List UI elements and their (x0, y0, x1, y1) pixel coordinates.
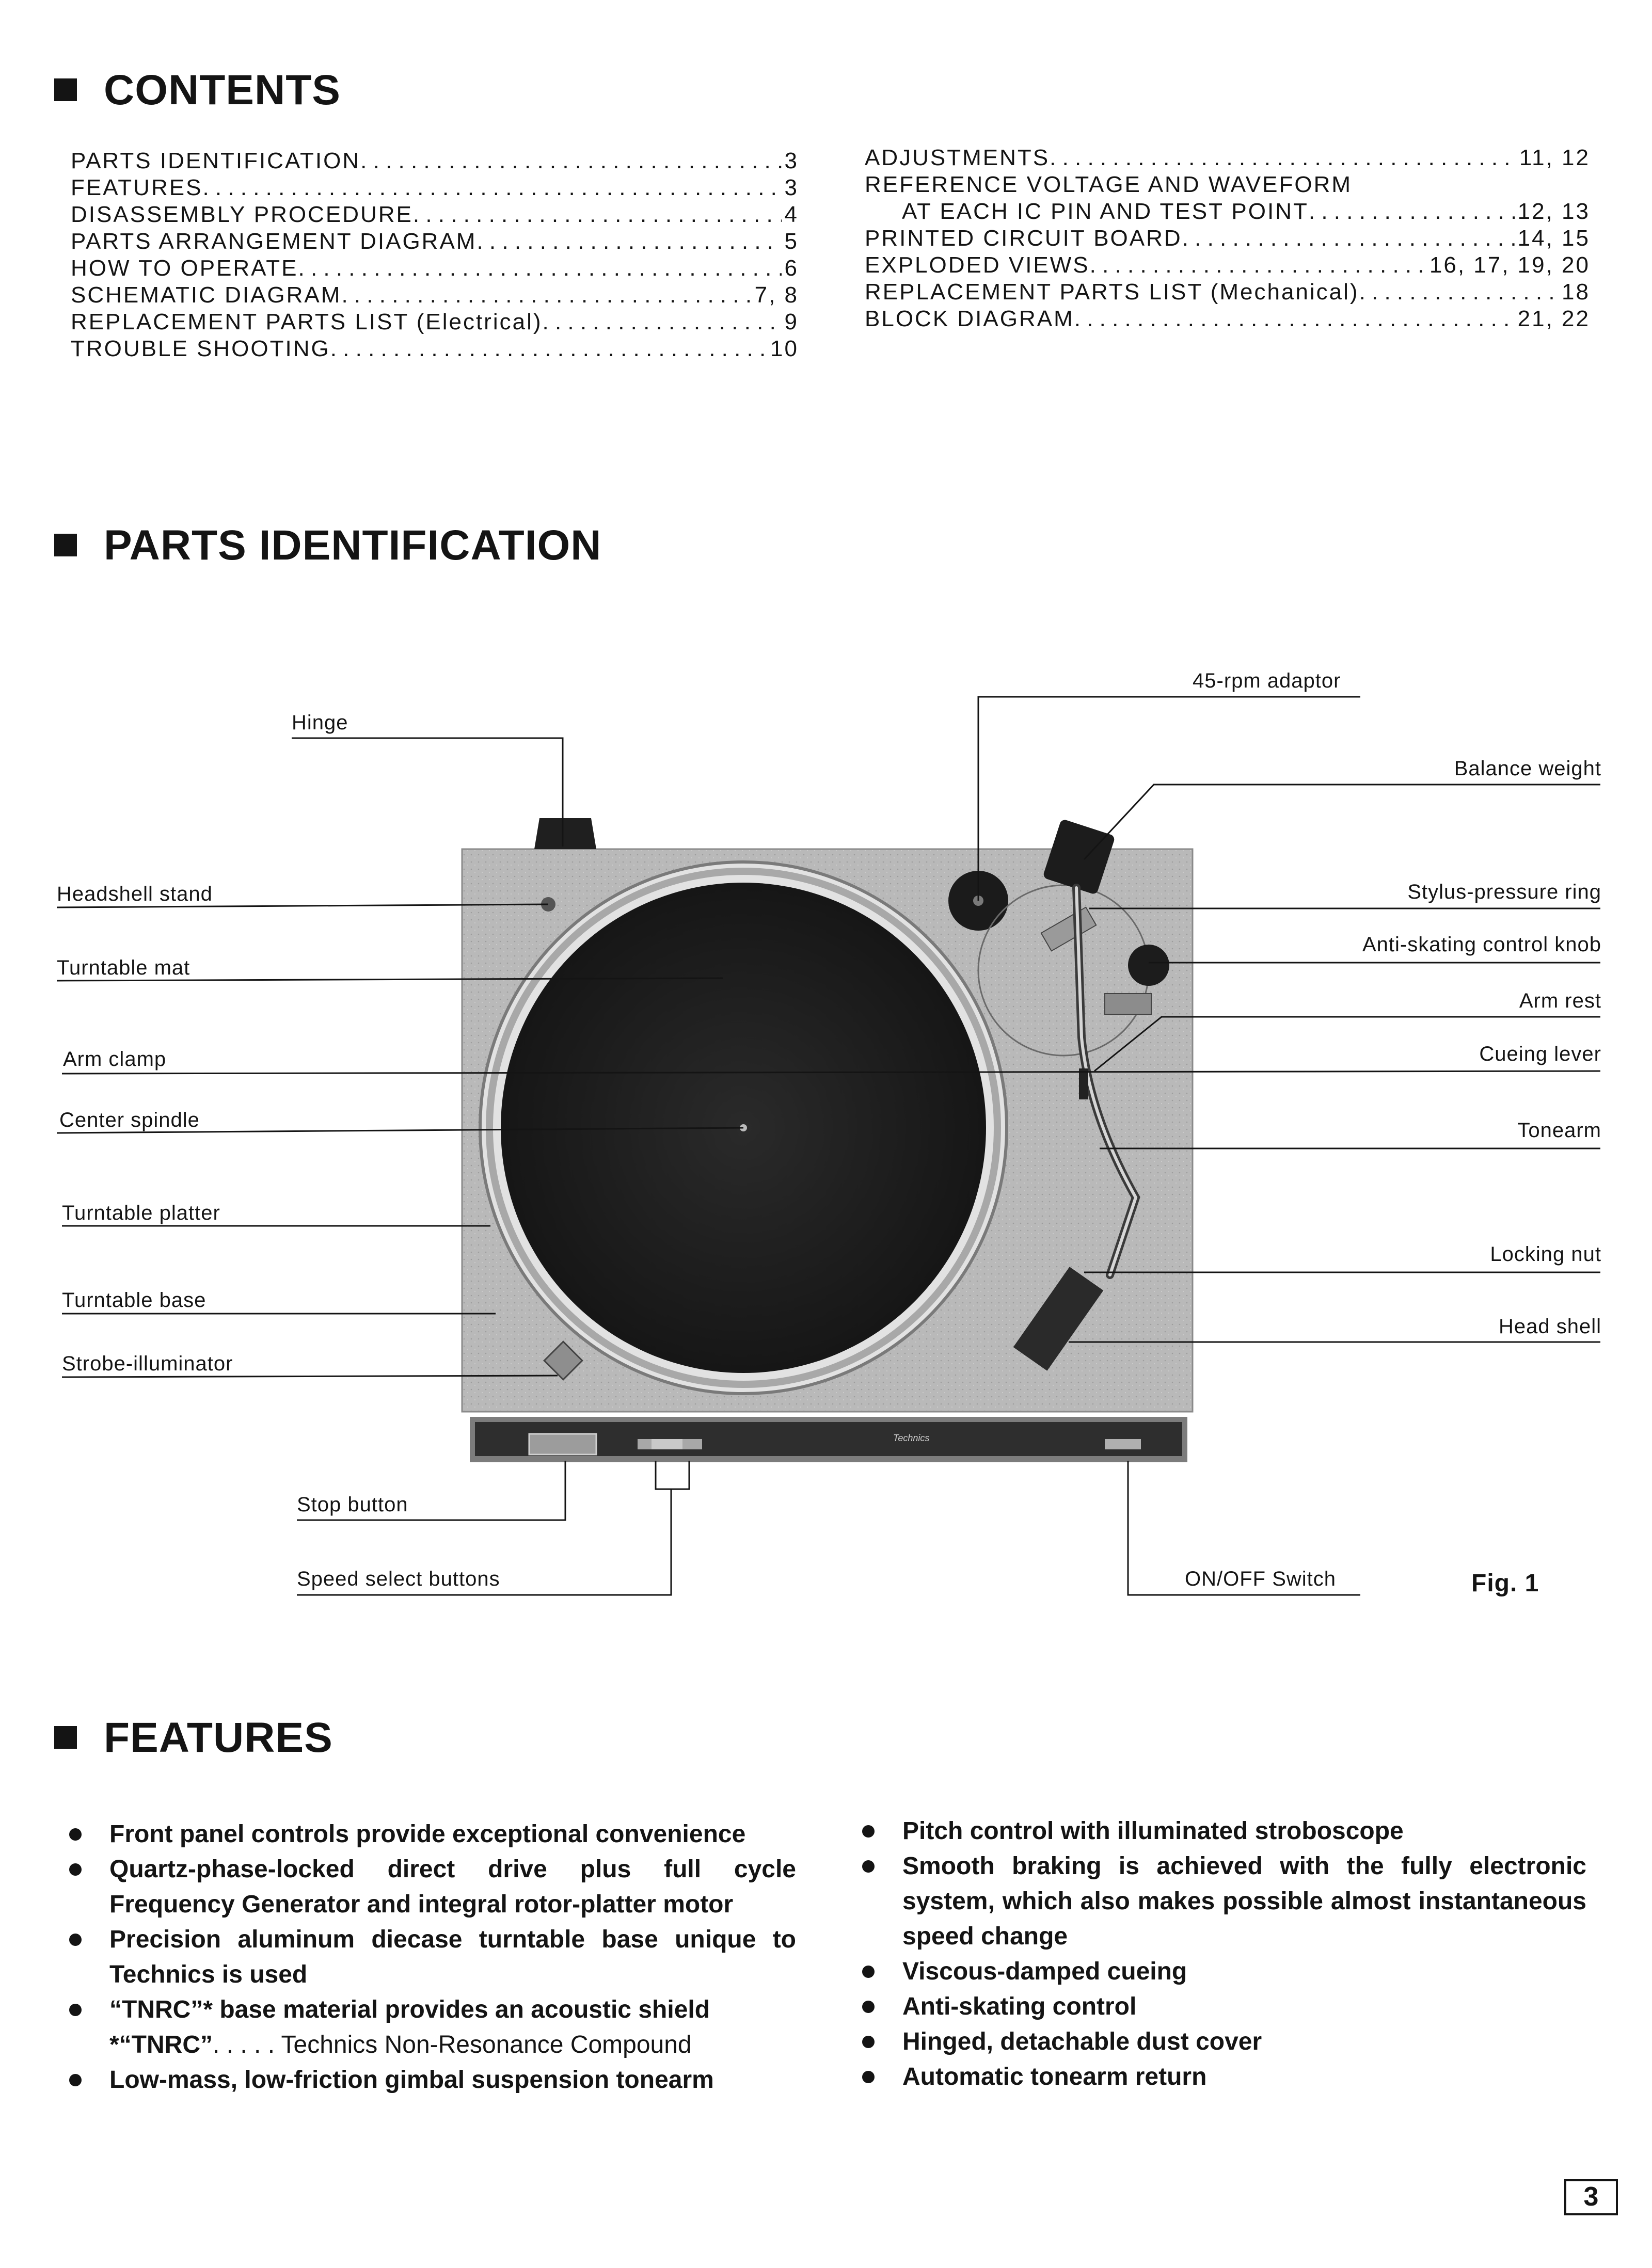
label-anti-skating-knob: Anti-skating control knob (1362, 933, 1601, 956)
feature-item: Front panel controls provide exceptional convenience (58, 1817, 796, 1852)
label-tonearm: Tonearm (1517, 1119, 1601, 1142)
arm-rest-graphic (1105, 994, 1151, 1014)
figure-label: Fig. 1 (1471, 1570, 1539, 1597)
feature-footnote: *“TNRC”. . . . . Technics Non-Resonance Compound (109, 2031, 692, 2058)
stop-button-graphic[interactable] (529, 1434, 596, 1455)
on-off-switch-graphic[interactable] (1105, 1439, 1141, 1449)
feature-item: Smooth braking is achieved with the fully electronic system, which also makes possible almost instantaneous speed change (851, 1849, 1586, 1954)
label-turntable-platter: Turntable platter (62, 1202, 220, 1224)
feature-item: Viscous-damped cueing (851, 1954, 1586, 1989)
page-number: 3 (1564, 2179, 1618, 2215)
cueing-lever-graphic (1079, 1068, 1088, 1099)
toc-entry[interactable]: BLOCK DIAGRAM . . . 21, 22 (865, 306, 1590, 332)
toc-entry[interactable]: REPLACEMENT PARTS LIST (Mechanical) . . . 18 (865, 279, 1590, 306)
feature-item: Low-mass, low-friction gimbal suspension tonearm (58, 2063, 796, 2098)
label-45rpm-adaptor: 45-rpm adaptor (1193, 669, 1341, 692)
label-turntable-base: Turntable base (62, 1289, 206, 1312)
features-left-list (58, 1817, 796, 2098)
toc-entry[interactable]: SCHEMATIC DIAGRAM . . . 7, 8 (71, 282, 799, 309)
label-on-off-switch: ON/OFF Switch (1185, 1568, 1337, 1590)
label-speed-select-buttons: Speed select buttons (297, 1568, 500, 1590)
feature-item: Precision aluminum diecase turntable base unique to Technics is used (58, 1922, 796, 1992)
toc-entry[interactable]: REFERENCE VOLTAGE AND WAVEFORM (865, 172, 1353, 197)
label-hinge: Hinge (292, 711, 348, 734)
label-balance-weight: Balance weight (1454, 757, 1601, 780)
toc-entry[interactable]: REPLACEMENT PARTS LIST (Electrical) . . . 9 (71, 309, 799, 336)
feature-item: “TNRC”* base material provides an acoustic shield (58, 1992, 796, 2027)
toc-entry[interactable]: PARTS ARRANGEMENT DIAGRAM . . . 5 (71, 228, 799, 255)
toc-entry[interactable]: HOW TO OPERATE . . . 6 (71, 255, 799, 282)
toc-entry[interactable]: ADJUSTMENTS . . . 11, 12 (865, 145, 1590, 171)
feature-item: Pitch control with illuminated stroboscope (851, 1814, 1586, 1849)
label-headshell-stand: Headshell stand (57, 883, 213, 905)
label-stylus-pressure-ring: Stylus-pressure ring (1407, 881, 1601, 903)
anti-skating-knob-graphic (1128, 945, 1169, 986)
brand-plate: Technics (893, 1433, 930, 1443)
speed-button-graphic[interactable] (652, 1439, 682, 1449)
heading-bullet-icon (54, 1726, 77, 1749)
label-head-shell: Head shell (1498, 1315, 1601, 1338)
label-arm-clamp: Arm clamp (63, 1048, 167, 1071)
toc-entry[interactable]: FEATURES . . . 3 (71, 174, 799, 201)
contents-heading: CONTENTS (54, 66, 341, 115)
toc-entry[interactable]: TROUBLE SHOOTING . . . 10 (71, 336, 799, 362)
features-heading: FEATURES (54, 1714, 333, 1762)
label-strobe-illuminator: Strobe-illuminator (62, 1352, 233, 1375)
label-center-spindle: Center spindle (59, 1109, 200, 1131)
feature-item: Hinged, detachable dust cover (851, 2024, 1586, 2059)
toc-entry[interactable]: AT EACH IC PIN AND TEST POINT . . . 12, 13 (865, 198, 1590, 225)
features-right-list (851, 1814, 1586, 2095)
parts-identification-heading: PARTS IDENTIFICATION (54, 521, 601, 570)
hinge-graphic (534, 818, 596, 849)
label-cueing-lever: Cueing lever (1479, 1043, 1601, 1065)
label-locking-nut: Locking nut (1490, 1243, 1601, 1266)
toc-entry[interactable]: DISASSEMBLY PROCEDURE . . . 4 (71, 201, 799, 228)
label-arm-rest: Arm rest (1519, 989, 1601, 1012)
toc-entry[interactable]: PRINTED CIRCUIT BOARD . . . 14, 15 (865, 225, 1590, 252)
toc-entry[interactable]: EXPLODED VIEWS . . . 16, 17, 19, 20 (865, 252, 1590, 279)
feature-item: Anti-skating control (851, 1989, 1586, 2024)
label-turntable-mat: Turntable mat (57, 956, 190, 979)
feature-item: Automatic tonearm return (851, 2059, 1586, 2095)
feature-item: Quartz-phase-locked direct drive plus full cycle Frequency Generator and integral rotor-platter motor (58, 1852, 796, 1922)
label-stop-button: Stop button (297, 1493, 408, 1516)
toc-entry[interactable]: PARTS IDENTIFICATION . . . 3 (71, 148, 799, 174)
